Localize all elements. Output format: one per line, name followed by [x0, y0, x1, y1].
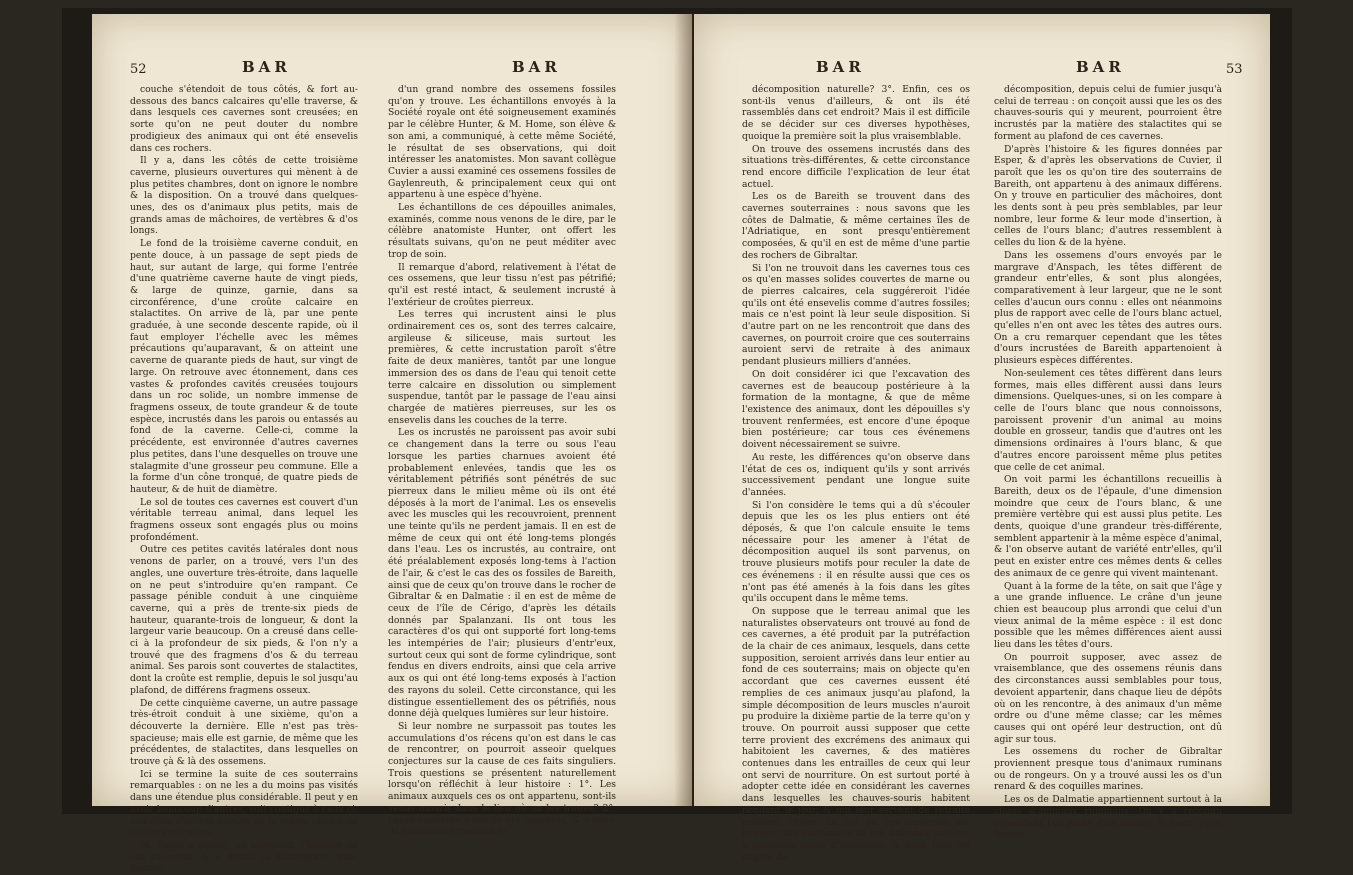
paragraph: Les ossemens du rocher de Gibraltar proviennent presque tous d'animaux ruminans ou de rongeurs. On y a trouvé aussi les os d'un renard & des coquilles marines. [994, 746, 1222, 793]
paragraph: Les os incrustés ne paroissent pas avoir subi ce changement dans la terre ou sous l'eau lorsque les parties charnues avoient été probablement enlevées, tandis que les os véritablement pétrifiés sont pénétrés de suc pierreux dans le milieu même où ils ont été déposés à la mort de l'animal. Les os ensevelis avec les muscles qui les recouvroient, prennent une teinte qu'ils ne perdent jamais. Il en est de même de ceux qui ont été long-tems plongés dans l'eau. Les os incrustés, au contraire, ont été préalablement exposés long-tems à l'action de l'air, & c'est le cas des os fossiles de Bareith, ainsi que de ceux qu'on trouve dans le rocher de Gibraltar & en Dalmatie : il en est de même de ceux de l'île de Cérigo, d'après les détails donnés par Spalanzani. Ils ont tous les caractères d'os qui ont supporté fort long-tems les intempéries de l'air; plusieurs d'entr'eux, surtout ceux qui sont de forme cylindrique, sont fendus en divers endroits, ainsi que cela arrive aux os qui ont été long-tems exposés à l'action des rayons du soleil. Cette circonstance, qui les distingue essentiellement des os pétrifiés, nous donne déjà quelques lumières sur leur histoire. [388, 427, 616, 720]
paragraph: Il remarque d'abord, relativement à l'état de ces ossemens, que leur tissu n'est pas pétrifié; qu'il est resté intact, & seulement incrusté à l'extérieur de croûtes pierreux. [388, 261, 616, 308]
book-spread [62, 8, 1292, 875]
paragraph: décomposition, depuis celui de fumier jusqu'à celui de terreau : on conçoit aussi que les os des chauves-souris qui y meurent, pourroient être incrustés par la matière des stalactites qui se forment au plafond de ces cavernes. [994, 84, 1222, 142]
paragraph: Les terres qui incrustent ainsi le plus ordinairement ces os, sont des terres calcaire, argileuse & siliceuse, mais surtout les premières, & cette incrustation paroît s'être faite de deux manières, tantôt par une longue immersion des os dans de l'eau qui tenoit cette terre calcaire en dissolution ou simplement suspendue, tantôt par le passage de l'eau ainsi chargée de matières pierreuses, sur les os ensevelis dans les couches de la terre. [388, 309, 616, 426]
page-number-left: 52 [130, 62, 147, 77]
running-head-right-col1: BAR [816, 58, 865, 76]
left-page-column-2 [388, 84, 616, 838]
paragraph: Non-seulement ces têtes diffèrent dans leurs formes, mais elles diffèrent aussi dans leurs dimensions. Quelques-unes, si on les compare à celle de l'ours blanc que nous connoissons, paroissent provenir d'un animal au moins double en grosseur, tandis que d'autres ont les dimensions ordinaires à l'ours blanc, & que d'autres encore paroissent même plus petites que celle de cet animal. [994, 367, 1222, 473]
right-page-column-1 [742, 84, 970, 863]
paragraph: On suppose que le terreau animal que les naturalistes observateurs ont trouvé au fond de ces cavernes, a été produit par la putréfaction de la chair de ces animaux, lesquels, dans cette supposition, seroient arrivés dans leur entier au fond de ces souterrains; mais on objecte qu'en accordant que ces cavernes eussent été remplies de ces animaux jusqu'au plafond, la simple décomposition de leurs muscles n'auroit pu produire la dixième partie de la terre qu'on y trouve. On pourroit aussi supposer que cette terre provient des excrémens des animaux qui habitoient les cavernes, & des matières contenues dans les entrailles de ceux qui leur ont servi de nourriture. On est surtout porté à adopter cette idée en considérant les cavernes dans lesquelles les chauves-souris habitent pendant le jour, & qui leur servent de retraite pendant l'hiver. Le sol de ces cavernes est couvert des excrémens de ces animaux souvent à plusieurs pieds d'épaisseur, & dans tous les degrés de [742, 605, 970, 863]
paragraph: Quant à la forme de la tête, on sait que l'âge y a une grande influence. Le crâne d'un jeune chien est beaucoup plus arrondi que celui d'un vieux animal de la même espèce : il est donc possible que les mêmes différences aient aussi lieu dans les têtes d'ours. [994, 580, 1222, 651]
paragraph: Au reste, les différences qu'on observe dans l'état de ces os, indiquent qu'ils y sont arrivés successivement pendant une longue suite d'années. [742, 451, 970, 498]
paragraph: Si l'on ne trouvoit dans les cavernes tous ces os qu'en masses solides couvertes de marne ou de pierres calcaires, cela suggéreroit l'idée qu'ils ont été ensevelis comme d'autres fossiles; mais ce n'est point là leur seule disposition. Si d'autre part on ne les rencontroit que dans des cavernes, on pourroit croire que ces souterrains auroient servi de retraite à des animaux pendant plusieurs milliers d'années. [742, 262, 970, 368]
paragraph: De cette cinquième caverne, un autre passage très-étroit conduit à une sixième, qu'on a découverte la dernière. Elle n'est pas très-spacieuse; mais elle est garnie, de même que les précédentes, de stalactites, dans lesquelles on trouve çà & là des ossemens. [130, 697, 358, 768]
paragraph: On trouve des ossemens incrustés dans des situations très-différentes, & cette circonstance rend encore difficile l'explication de leur état actuel. [742, 143, 970, 190]
page-number-right: 53 [1226, 62, 1243, 77]
paragraph: couche s'étendoit de tous côtés, & fort au-dessous des bancs calcaires qu'elle traverse, & dans lesquels ces cavernes sont creusées; en sorte qu'on ne peut douter du nombre prodigieux des animaux qui ont été ensevelis dans ces rochers. [130, 84, 358, 154]
paragraph: Les os de Bareith se trouvent dans des cavernes souterraines : nous savons que les côtes de Dalmatie, & même certaines îles de l'Adriatique, en sont presqu'entièrement composées, & qu'il en est de même d'une partie des rochers de Gibraltar. [742, 191, 970, 261]
paragraph: décomposition naturelle? 3°. Enfin, ces os sont-ils venus d'ailleurs, & ont ils été rassemblés dans cet endroit? Mais il est difficile de se décider sur ces diverses hypothèses, quoique la première soit la plus vraisemblable. [742, 84, 970, 142]
paragraph: On voit parmi les échantillons recueillis à Bareith, deux os de l'épaule, d'une dimension moindre que ceux de l'ours blanc, & une première vertèbre qui est aussi plus petite. Les dents, quoique d'une grandeur très-différente, semblent appartenir à la même espèce d'animal, & l'on observe autant de variété entr'elles, qu'il peut en exister entre ces mêmes dents & celles des animaux de ce genre qui vivent maintenant. [994, 474, 1222, 579]
paragraph: Les os de Dalmatie appartiennent surtout à la classe d'animaux ruminans. On y a reconnu cependant l'os yoide d'un cheval, & ceux qu'on trouve [994, 794, 1222, 841]
running-head-left-col1: BAR [242, 58, 291, 76]
paragraph: Le sol de toutes ces cavernes est couvert d'un véritable terreau animal, dans lequel les fragmens osseux sont engagés plus ou moins profondément. [130, 496, 358, 543]
left-page-column-1 [130, 84, 358, 875]
paragraph: Il y a, dans les côtés de cette troisième caverne, plusieurs ouvertures qui mènent à de plus petites chambres, dont on ignore le nombre & la disposition. On a trouvé dans quelques-unes, des os d'animaux plus petits, mais de grands amas de mâchoires, de vertèbres & d'os longs. [130, 155, 358, 237]
paragraph: Outre ces petites cavités latérales dont nous venons de parler, on a trouvé, vers l'un des angles, une ouverture très-étroite, dans laquelle on ne peut s'introduire qu'en rampant. Ce passage pénible conduit à une cinquième caverne, qui a près de trente-six pieds de hauteur, quarante-trois de longueur, & dont la largeur varie beaucoup. On a creusé dans celle-ci à la profondeur de six pieds, & l'on n'y a trouvé que des fragmens d'os & du terreau animal. Ses parois sont couvertes de stalactites, dont la croûte est remplie, depuis le sol jusqu'au plafond, de différens fragmens osseux. [130, 544, 358, 696]
right-page [694, 14, 1270, 863]
paragraph: D'après l'histoire & les figures données par Esper, & d'après les observations de Cuvier, il paroît que les os qu'on tire des souterrains de Bareith, ont appartenu à des animaux différens. On y trouve en particulier des mâchoires, dont les dents sont à peu près semblables, par leur nombre, leur forme & leur mode d'insertion, à celles de l'ours blanc; d'autres ressemblent à celles du lion & de la hyène. [994, 143, 1222, 249]
paragraph: On doit considérer ici que l'excavation des cavernes est de beaucoup postérieure à la formation de la montagne, & que de même l'existence des animaux, dont les dépouilles s'y trouvent renfermées, est encore d'une époque bien postérieure; car tous ces événemens doivent nécessairement se suivre. [742, 368, 970, 451]
paragraph: Dans les ossemens d'ours envoyés par le margrave d'Anspach, les têtes diffèrent de grandeur entr'elles, & sont plus alongées, comparativement à leur largeur, que ne le sont celles d'aucun ours connu : elles ont néanmoins plus de rapport avec celle de l'ours blanc actuel, qu'elles n'en ont avec les têtes des autres ours. On a cru remarquer cependant que les têtes d'ours incrustées de Bareith appartenoient à plusieurs espèces différentes. [994, 249, 1222, 367]
right-page-column-2 [994, 84, 1222, 841]
paragraph: Si l'on considère le tems qui a dû s'écouler depuis que les os les plus entiers ont été déposés, & que l'on calcule ensuite le tems nécessaire pour les amener à l'état de décomposition auquel ils sont parvenus, on trouve plusieurs motifs pour reculer la date de ces événemens : il en résulte aussi que ces os n'ont pas été amenés à la fois dans les gîtes qu'ils occupent dans le même tems. [742, 499, 970, 605]
paragraph: d'un grand nombre des ossemens fossiles qu'on y trouve. Les échantillons envoyés à la Société royale ont été soigneusement examinés par le célèbre Hunter, & M. Home, son élève & son ami, a communiqué, à cette même Société, le résultat de ses observations, qui doit intéresser les anatomistes. Mon savant collègue Cuvier a aussi examiné ces ossemens fossiles de Gaylenreuth, & principalement ceux qui ont appartenu à une espèce d'hyène. [388, 84, 616, 201]
paragraph: Si leur nombre ne surpassoit pas toutes les accumulations d'os récens qu'on est dans le cas de rencontrer, on pourroit asseoir quelques conjectures sur la cause de ces faits singuliers. Trois questions se présentent naturellement lorsqu'on réfléchit à leur histoire : 1°. Les animaux auxquels ces os ont appartenu, sont-ils venus mourir dans le lieu où on les trouve? 2°. Leurs cadavres y ont-ils été apportés, & y sont-ils demeurés exposés à la [388, 720, 616, 838]
paragraph: Le fond de la troisième caverne conduit, en pente douce, à un passage de sept pieds de haut, sur autant de large, qui forme l'entrée d'une quatrième caverne haute de vingt pieds, & large de quinze, garnie, dans sa circonférence, d'une croûte calcaire en stalactites. On arrive de là, par une pente graduée, à une seconde descente rapide, où il faut employer l'échelle avec les mêmes précautions qu'auparavant, & on atteint une caverne de quarante pieds de haut, sur vingt de large. On retrouve avec étonnement, dans ces vastes & profondes cavités creusées toujours dans un roc solide, un nombre immense de fragmens osseux, de toute grandeur & de toute espèce, incrustés dans les parois ou entassés au fond de la caverne. Celle-ci, comme la précédente, est environnée d'autres cavernes plus petites, dans l'une desquelles on trouve une stalagmite d'une grosseur peu commune. Elle a la forme d'un cône tronqué, de quatre pieds de hauteur, & de huit de diamètre. [130, 238, 358, 495]
left-page [92, 14, 692, 875]
paragraph: On pourroit supposer, avec assez de vraisemblance, que des ossemens réunis dans des circonstances aussi semblables pour tous, devoient appartenir, dans chaque lieu de dépôts où on les rencontre, à des animaux d'un même ordre ou d'une même classe; car les mêmes causes qui ont opéré leur destruction, ont dû agir sur tous. [994, 651, 1222, 745]
running-head-right-col2: BAR [1076, 58, 1125, 76]
paragraph: M. Esper a publié, en allemand, l'histoire de ces cavernes, & a donné la description, avec figures, [130, 840, 358, 875]
paragraph: Les échantillons de ces dépouilles animales, examinés, comme nous venons de le dire, par le célèbre anatomiste Hunter, ont offert les résultats suivans, qu'on ne peut méditer avec trop de soin. [388, 202, 616, 260]
paragraph: Ici se termine la suite de ces souterrains remarquables : on ne les a du moins pas visités dans une étendue plus considérable. Il peut y en avoir beaucoup d'autres, soit contigus à ceux ci, soit dans d'autres parties de la même chaîne de collines calcaires. [130, 768, 358, 839]
running-head-left-col2: BAR [512, 58, 561, 76]
